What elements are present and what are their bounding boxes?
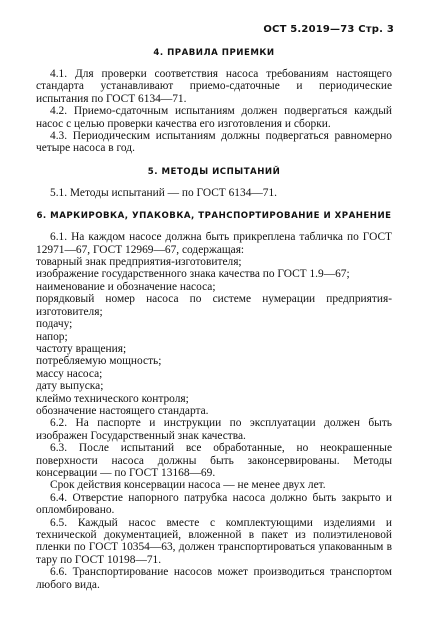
- list-item: дату выпуска;: [36, 380, 104, 393]
- list-item: напор;: [36, 330, 68, 343]
- list-item: клеймо технического контроля;: [36, 392, 189, 405]
- label-contents-list: [36, 256, 392, 417]
- paragraph-6-4: 6.4. Отверстие напорного патрубка насоса должно быть закрыто и опломбировано.: [36, 491, 392, 517]
- list-item: потребляемую мощность;: [36, 355, 162, 368]
- paragraph-6-6: 6.6. Транспортирование насосов может производиться транспортом любого вида.: [36, 566, 392, 591]
- list-item: изображение государственного знака качества по ГОСТ 1.9—67;: [36, 268, 350, 281]
- paragraph-6-3-term: Срок действия консервации насоса — не менее двух лет.: [50, 479, 326, 492]
- list-item: порядковый номер насоса по системе нумерации предприятия-изготовителя;: [36, 293, 392, 318]
- document-body: [36, 48, 392, 591]
- paragraph-4-2: 4.2. Приемо-сдаточным испытаниям должен подвергаться каждый насос с целью проверки качества его изготовления и сборки.: [36, 105, 392, 130]
- list-item: обозначение настоящего стандарта.: [36, 404, 209, 417]
- paragraph-6-1: 6.1. На каждом насосе должна быть прикреплена табличка по ГОСТ 12971—67, ГОСТ 12969—67, содержащая:: [36, 231, 392, 256]
- list-item: подачу;: [36, 318, 73, 331]
- list-item: частоту вращения;: [36, 342, 127, 355]
- paragraph-4-1: 4.1. Для проверки соответствия насоса требованиям настоящего стандарта устанавливают приемо-сдаточные и периодические испытания по ГОСТ 6134—71.: [36, 68, 392, 105]
- list-item: товарный знак предприятия-изготовителя;: [36, 256, 242, 269]
- section-6-title: 6. МАРКИРОВКА, УПАКОВКА, ТРАНСПОРТИРОВАНИЕ И ХРАНЕНИЕ: [36, 211, 392, 222]
- paragraph-6-2: 6.2. На паспорте и инструкции по эксплуатации должен быть изображен Государственный знак качества.: [36, 417, 392, 442]
- section-5-title: 5. МЕТОДЫ ИСПЫТАНИЙ: [147, 166, 281, 177]
- paragraph-6-5: 6.5. Каждый насос вместе с комплектующими изделиями и технической документацией, вложенной в пакет из полиэтиленовой пленки по ГОСТ 10354—63, должен транспортироваться упакованным в тару по ГОСТ 10198—71.: [36, 516, 392, 566]
- paragraph-6-3: 6.3. После испытаний все обработанные, но неокрашенные поверхности насоса должны быть законсервированы. Методы консервации — по ГОСТ 13168—69.: [36, 442, 392, 479]
- list-item: наименование и обозначение насоса;: [36, 280, 216, 293]
- page-header: ОСТ 5.2019—73 Стр. 3: [263, 24, 394, 35]
- list-item: массу насоса;: [36, 367, 103, 380]
- section-4-title: 4. ПРАВИЛА ПРИЕМКИ: [153, 48, 275, 58]
- paragraph-5-1: 5.1. Методы испытаний — по ГОСТ 6134—71.: [50, 186, 278, 199]
- paragraph-4-3: 4.3. Периодическим испытаниям должны подвергаться равномерно четыре насоса в год.: [36, 130, 392, 155]
